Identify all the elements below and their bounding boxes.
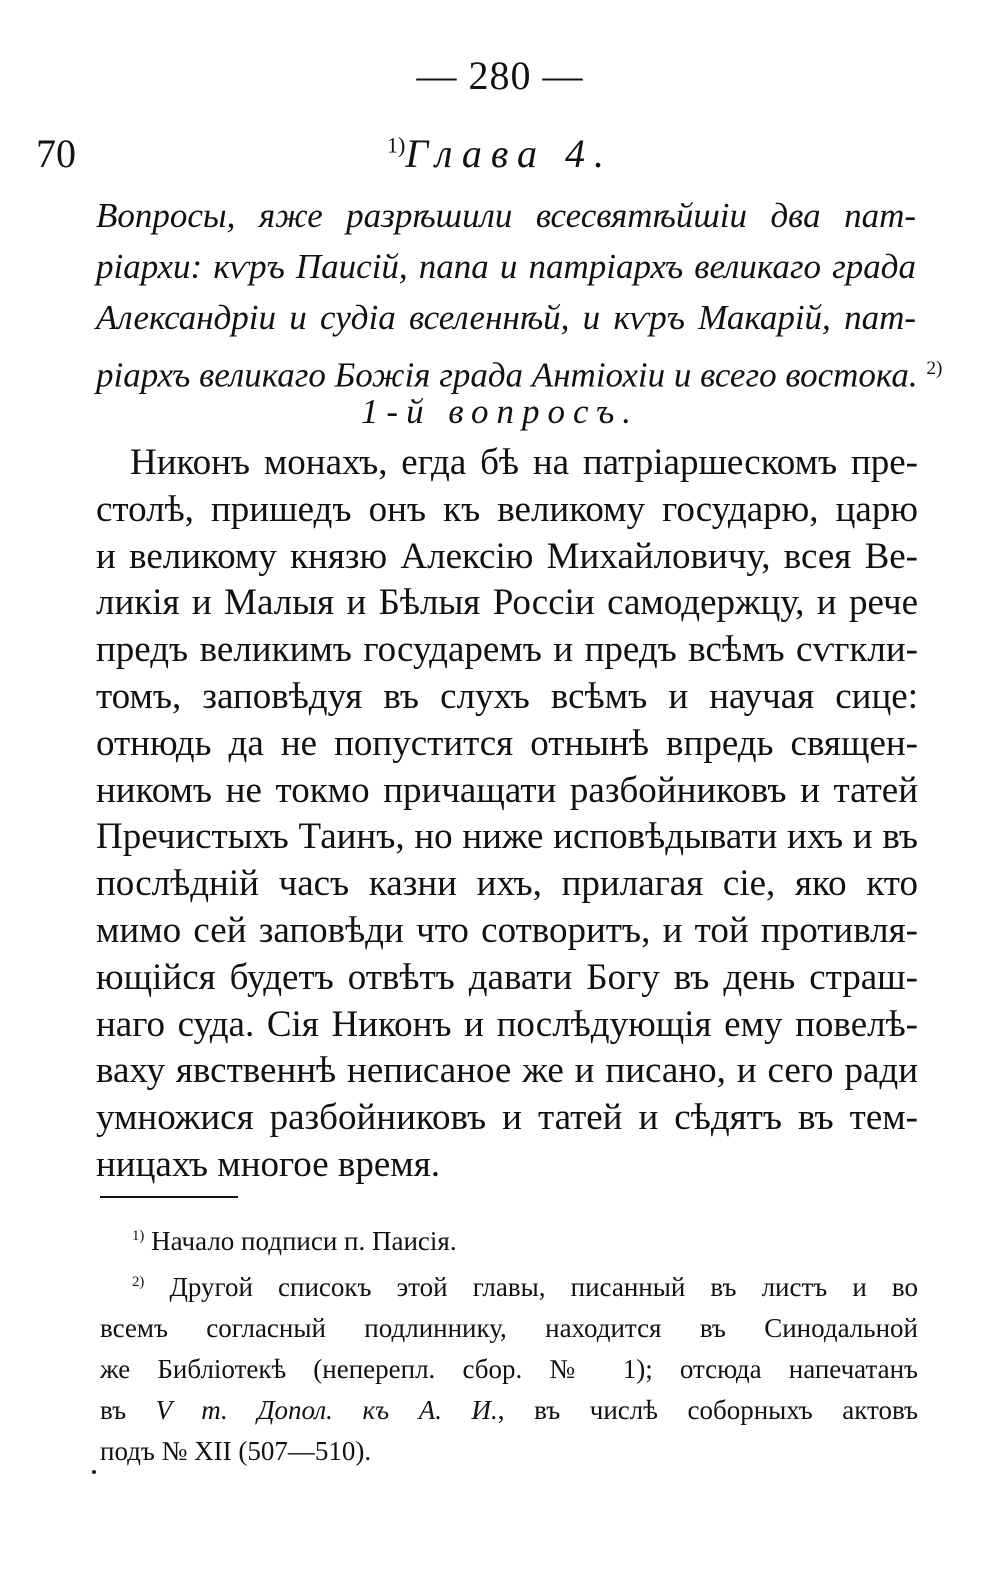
body-line: ликія и Малыя и Бѣлыя Россіи самодержцу, и рече (96, 582, 918, 624)
footnote-divider (100, 1196, 238, 1198)
chapter-footnote-mark: 1) (387, 132, 406, 158)
body-line: послѣдній часъ казни ихъ, прилагая сіе, яко кто (96, 863, 918, 905)
footnote-line: всемъ согласный подлиннику, находится въ Синодальной (100, 1313, 918, 1343)
body-line: Пречистыхъ Таинъ, но ниже исповѣдывати ихъ и въ (96, 816, 918, 858)
footnote-text: , въ числѣ соборныхъ актовъ (497, 1395, 919, 1425)
body-line: ющійся будетъ отвѣтъ давати Богу въ день страш- (96, 956, 918, 998)
chapter-title: Глава 4. (405, 131, 613, 176)
footnote-1 (100, 1216, 918, 1262)
body-line: столѣ, пришедъ онъ къ великому государю, царю (96, 488, 918, 530)
title-footnote-mark: 2) (926, 358, 943, 379)
footnote-line (100, 1390, 918, 1431)
body-line: томъ, заповѣдуя въ слухъ всѣмъ и научая сице: (96, 675, 918, 717)
footnote-mark: 2) (132, 1274, 145, 1290)
footnote-text: Другой списокъ этой главы, писанный въ листъ и во (169, 1272, 918, 1302)
body-paragraph (96, 440, 918, 1189)
chapter-heading (0, 130, 1000, 177)
footnotes (100, 1216, 918, 1472)
footnote-line: подъ № XII (507—510). (100, 1436, 372, 1466)
footnote-text: Начало подписи п. Паисія. (151, 1226, 457, 1256)
body-line: наго суда. Сія Никонъ и послѣдующія ему повелѣ- (96, 1003, 918, 1045)
footnote-citation: V т. Допол. къ А. И. (155, 1395, 498, 1425)
title-line: Вопросы, яже разрѣшили всесвятѣйшіи два пат- (96, 196, 916, 235)
footnote-line (100, 1216, 918, 1262)
chapter-title-block (96, 190, 943, 401)
body-line: мимо сей заповѣди что сотворитъ, и той противля- (96, 909, 918, 951)
body-line: никомъ не токмо причащати разбойниковъ и татей (96, 769, 918, 811)
body-line: ницахъ многое время. (96, 1143, 440, 1185)
footnote-line (100, 1262, 918, 1308)
footnote-2 (100, 1262, 918, 1472)
margin-number: 70 (36, 131, 76, 176)
print-speck (92, 1470, 96, 1474)
body-line: и великому князю Алексію Михайловичу, всея Ве- (96, 535, 918, 577)
footnote-text: въ (100, 1395, 127, 1425)
title-line-text: ріархъ великаго Божія града Антіохіи и всего востока. (96, 355, 918, 395)
footnote-mark: 1) (132, 1228, 145, 1244)
title-line: Александріи и судіа вселеннѣй, и кѵръ Макарій, пат- (96, 298, 916, 337)
body-line: ваху явственнѣ неписаное же и писано, и сего ради (96, 1050, 918, 1092)
body-line: отнюдь да не попустится отнынѣ впредь священ- (96, 722, 918, 764)
page-number: — 280 — (416, 53, 584, 98)
footnote-line: же Библіотекѣ (неперепл. сбор. № 1); отсюда напечатанъ (100, 1354, 918, 1384)
body-line: Никонъ монахъ, егда бѣ на патріаршескомъ пре- (130, 442, 918, 483)
body-line: предъ великимъ государемъ и предъ всѣмъ сѵгкли- (96, 629, 918, 671)
question-heading: 1-й вопросъ. (360, 392, 640, 431)
body-line: умножися разбойниковъ и татей и сѣдятъ въ тем- (96, 1097, 918, 1139)
title-line: ріархи: кѵръ Паисій, папа и патріархъ великаго града (96, 247, 916, 286)
